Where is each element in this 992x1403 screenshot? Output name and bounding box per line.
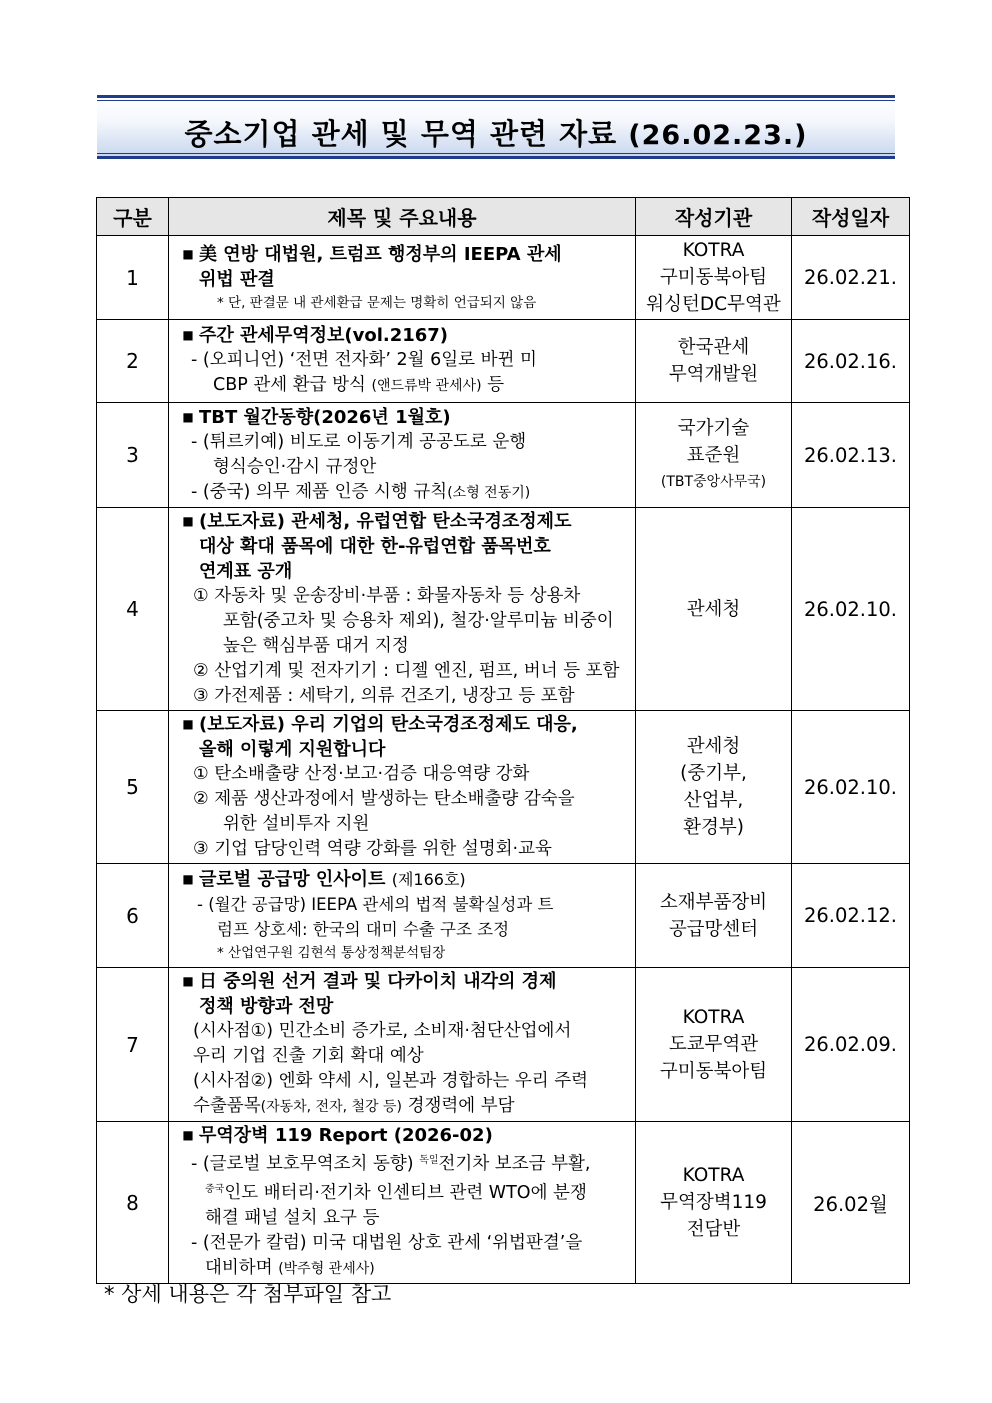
item-tail: 경쟁력에 부담 bbox=[402, 1096, 515, 1116]
title-main: 중소기업 관세 및 무역 관련 자료 bbox=[184, 117, 618, 151]
row-item: ③ 기업 담당인력 역량 강화를 위한 설명회·교육 bbox=[193, 839, 552, 859]
row-content bbox=[169, 320, 636, 403]
table-row bbox=[97, 508, 910, 711]
row-date: 26.02.16. bbox=[792, 320, 910, 403]
page-title bbox=[97, 112, 895, 153]
item-text: 대비하며 bbox=[205, 1258, 279, 1278]
title-banner bbox=[97, 95, 895, 159]
row-number: 5 bbox=[97, 711, 169, 864]
org-line-small: (TBT중앙사무국) bbox=[660, 473, 767, 490]
row-content bbox=[169, 403, 636, 508]
row-heading-issue: (제166호) bbox=[391, 870, 466, 889]
row-item-cont bbox=[177, 1094, 627, 1120]
row-number: 4 bbox=[97, 508, 169, 711]
row-item: (시사점①) 민간소비 증가로, 소비재·첨단산업에서 bbox=[193, 1021, 572, 1041]
row-date: 26.02.12. bbox=[792, 864, 910, 968]
row-heading: 무역장벽 119 Report (2026-02) bbox=[199, 1125, 493, 1146]
row-item-cont bbox=[177, 1177, 627, 1206]
row-item-cont: 형식승인·감시 규정안 bbox=[213, 456, 377, 477]
row-item: ① 자동차 및 운송장비·부품 : 화물자동차 등 상용차 bbox=[193, 586, 581, 606]
row-org bbox=[636, 864, 792, 968]
square-bullet-icon: ■ bbox=[182, 1128, 194, 1142]
org-line: 관세청 bbox=[686, 598, 741, 620]
row-item: ② 산업기계 및 전자기기 : 디젤 엔진, 펌프, 버너 등 포함 bbox=[193, 661, 620, 681]
item-text: CBP 관세 환급 방식 bbox=[213, 375, 366, 395]
org-line: KOTRA bbox=[682, 1165, 745, 1186]
item-text: - (중국) 의무 제품 인증 시행 규칙 bbox=[191, 481, 448, 502]
header-date: 작성일자 bbox=[792, 198, 910, 236]
row-number: 7 bbox=[97, 968, 169, 1122]
square-bullet-icon: ■ bbox=[182, 872, 194, 886]
row-org bbox=[636, 968, 792, 1122]
item-text: 전기차 보조금 부활, bbox=[438, 1154, 591, 1174]
item-country-tag: 중국 bbox=[205, 1184, 225, 1195]
org-line: 관세청 bbox=[686, 736, 741, 757]
row-item-cont: 해결 패널 설치 요구 등 bbox=[205, 1208, 380, 1228]
table-row bbox=[97, 1122, 910, 1284]
row-number: 2 bbox=[97, 320, 169, 403]
row-heading: 주간 관세무역정보(vol.2167) bbox=[199, 325, 449, 346]
org-line: KOTRA bbox=[682, 240, 745, 261]
org-line: 전담반 bbox=[686, 1219, 741, 1240]
org-line: 산업부, bbox=[683, 790, 744, 811]
header-org: 작성기관 bbox=[636, 198, 792, 236]
row-number: 1 bbox=[97, 236, 169, 320]
item-country-tag: 독일 bbox=[419, 1155, 439, 1166]
row-heading-cont: 정책 방향과 전망 bbox=[199, 996, 334, 1017]
row-item bbox=[177, 373, 627, 399]
row-note: * 산업연구원 김현석 통상정책분석팀장 bbox=[217, 945, 446, 961]
row-number: 8 bbox=[97, 1122, 169, 1284]
row-heading-cont: 연계표 공개 bbox=[199, 561, 293, 582]
row-item: ③ 가전제품 : 세탁기, 의류 건조기, 냉장고 등 포함 bbox=[193, 686, 575, 706]
item-author: (앤드류박 관세사) bbox=[371, 378, 482, 394]
row-item: - (월간 공급망) IEEPA 관세의 법적 불확실성과 트 bbox=[197, 895, 554, 914]
row-item-cont: 위한 설비투자 지원 bbox=[223, 814, 370, 834]
row-date: 26.02.10. bbox=[792, 711, 910, 864]
org-line: 무역장벽119 bbox=[660, 1192, 767, 1213]
row-item: (시사점②) 엔화 약세 시, 일본과 경합하는 우리 주력 bbox=[193, 1071, 589, 1091]
row-heading-cont: 대상 확대 품목에 대한 한-유럽연합 품목번호 bbox=[199, 536, 551, 557]
org-line: 공급망센터 bbox=[668, 918, 759, 940]
header-category: 구분 bbox=[97, 198, 169, 236]
row-item-cont: 우리 기업 진출 기회 확대 예상 bbox=[193, 1046, 424, 1066]
org-line: 구미동북아팀 bbox=[659, 1061, 768, 1082]
square-bullet-icon: ■ bbox=[182, 409, 194, 424]
row-heading: 글로벌 공급망 인사이트 bbox=[199, 869, 386, 890]
row-content bbox=[169, 711, 636, 864]
row-number: 3 bbox=[97, 403, 169, 508]
row-item-cont: 포함(중고차 및 승용차 제외), 철강·알루미늄 비중이 bbox=[223, 611, 614, 631]
row-item: - (오피니언) ‘전면 전자화’ 2월 6일로 바뀐 미 bbox=[191, 350, 537, 370]
row-item: ① 탄소배출량 산정·보고·검증 대응역량 강화 bbox=[193, 764, 530, 784]
row-note: * 단, 판결문 내 관세환급 문제는 명확히 언급되지 않음 bbox=[217, 294, 537, 311]
title-date: (26.02.23.) bbox=[628, 120, 808, 151]
row-content bbox=[169, 1122, 636, 1284]
row-item-cont: 높은 핵심부품 대거 지정 bbox=[223, 636, 409, 656]
item-detail: (소형 전동기) bbox=[447, 484, 531, 501]
table-row bbox=[97, 864, 910, 968]
org-line: 도쿄무역관 bbox=[668, 1034, 759, 1055]
square-bullet-icon: ■ bbox=[182, 246, 194, 261]
org-line: 국가기술 bbox=[677, 417, 750, 439]
item-tail: 등 bbox=[481, 375, 504, 395]
row-content bbox=[169, 236, 636, 320]
row-date: 26.02월 bbox=[792, 1122, 910, 1284]
table-row bbox=[97, 403, 910, 508]
item-text: - (글로벌 보호무역조치 동향) bbox=[191, 1154, 420, 1174]
row-content bbox=[169, 968, 636, 1122]
row-date: 26.02.21. bbox=[792, 236, 910, 320]
square-bullet-icon: ■ bbox=[182, 328, 194, 342]
row-org bbox=[636, 403, 792, 508]
row-date: 26.02.09. bbox=[792, 968, 910, 1122]
row-heading: (보도자료) 우리 기업의 탄소국경조정제도 대응, bbox=[199, 714, 578, 735]
table-header-row bbox=[97, 198, 910, 236]
org-line: KOTRA bbox=[682, 1007, 745, 1028]
resource-table bbox=[96, 197, 910, 1284]
row-org bbox=[636, 320, 792, 403]
row-item: - (튀르키예) 비도로 이동기계 공공도로 운행 bbox=[191, 431, 527, 452]
row-date: 26.02.13. bbox=[792, 403, 910, 508]
row-org bbox=[636, 508, 792, 711]
item-text: 인도 배터리·전기차 인센티브 관련 WTO에 분쟁 bbox=[224, 1183, 587, 1203]
row-date: 26.02.10. bbox=[792, 508, 910, 711]
row-heading-cont: 위법 판결 bbox=[199, 268, 275, 290]
row-item: - (전문가 칼럼) 미국 대법원 상호 관세 ‘위법판결’을 bbox=[191, 1233, 583, 1253]
row-heading: (보도자료) 관세청, 유럽연합 탄소국경조정제도 bbox=[199, 511, 572, 532]
row-item-cont: 럼프 상호세: 한국의 대미 수출 구조 조정 bbox=[217, 920, 510, 939]
square-bullet-icon: ■ bbox=[182, 717, 194, 731]
row-item: ② 제품 생산과정에서 발생하는 탄소배출량 감숙을 bbox=[193, 789, 575, 809]
item-detail: (자동차, 전자, 철강 등) bbox=[260, 1099, 402, 1115]
header-title: 제목 및 주요내용 bbox=[169, 198, 636, 236]
item-author: (박주형 관세사) bbox=[278, 1261, 375, 1277]
table-row bbox=[97, 711, 910, 864]
row-heading: 日 중의원 선거 결과 및 다카이치 내각의 경제 bbox=[199, 971, 557, 992]
org-line: 구미동북아팀 bbox=[659, 267, 768, 288]
row-org bbox=[636, 711, 792, 864]
row-org bbox=[636, 236, 792, 320]
row-heading: TBT 월간동향(2026년 1월호) bbox=[199, 406, 451, 428]
row-number: 6 bbox=[97, 864, 169, 968]
square-bullet-icon: ■ bbox=[182, 974, 194, 988]
table-row bbox=[97, 968, 910, 1122]
org-line: 한국관세 bbox=[677, 337, 750, 358]
row-item bbox=[177, 480, 627, 506]
org-line: 무역개발원 bbox=[668, 364, 759, 385]
table-row bbox=[97, 320, 910, 403]
org-line: 표준원 bbox=[686, 444, 741, 466]
row-content bbox=[169, 508, 636, 711]
row-org bbox=[636, 1122, 792, 1284]
org-line: 워싱턴DC무역관 bbox=[646, 294, 781, 315]
row-item bbox=[177, 1148, 627, 1177]
org-line: 소재부품장비 bbox=[659, 891, 768, 913]
org-line: (중기부, bbox=[680, 763, 747, 784]
org-line: 환경부) bbox=[683, 817, 744, 838]
row-heading: 美 연방 대법원, 트럼프 행정부의 IEEPA 관세 bbox=[199, 243, 562, 265]
item-text: 수출품목 bbox=[193, 1096, 261, 1116]
table-row bbox=[97, 236, 910, 320]
footer-note: * 상세 내용은 각 첨부파일 참고 bbox=[104, 1282, 392, 1306]
square-bullet-icon: ■ bbox=[182, 514, 194, 528]
row-heading-cont: 올해 이렇게 지원합니다 bbox=[199, 739, 386, 760]
row-content bbox=[169, 864, 636, 968]
